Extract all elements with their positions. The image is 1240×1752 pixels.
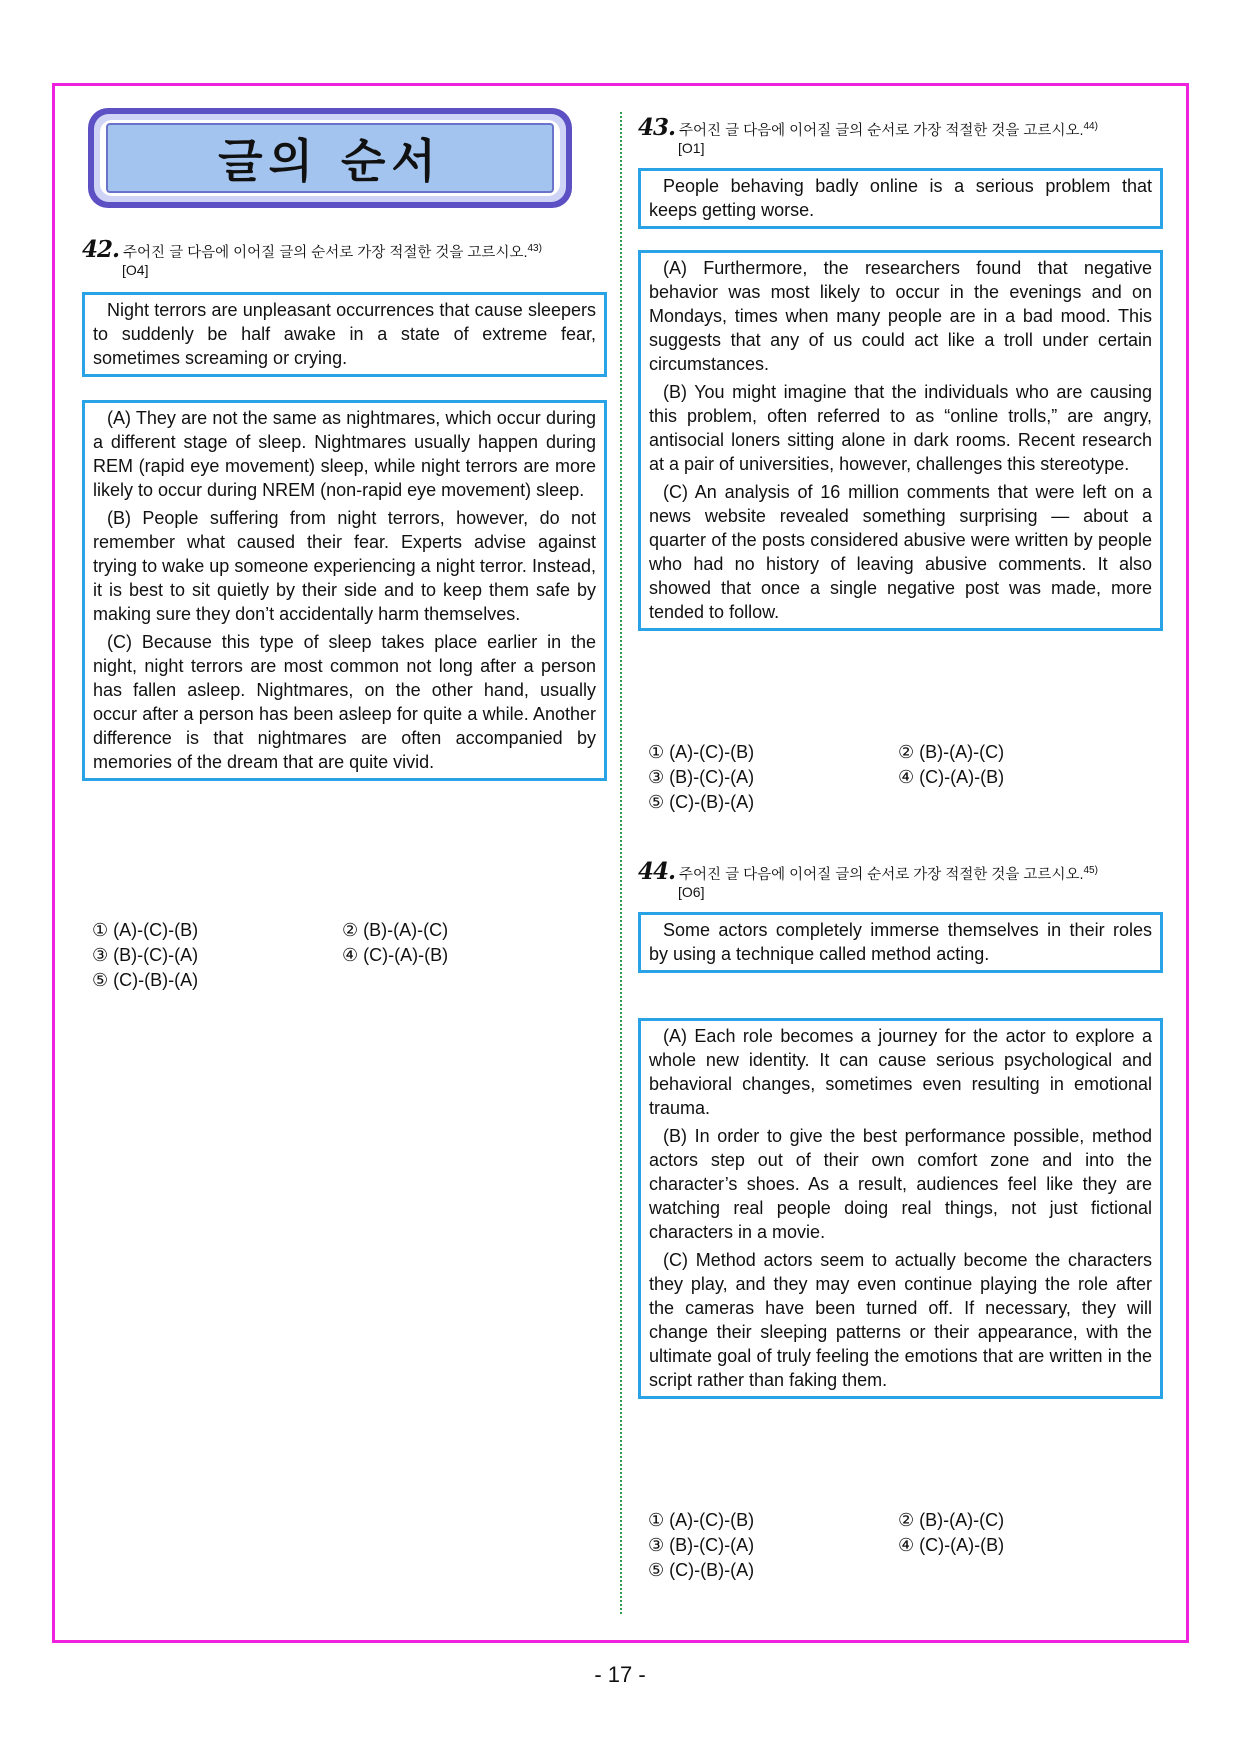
choice-2[interactable]: ② (B)-(A)-(C) [898,1510,1005,1530]
paragraph-b: (B) People suffering from night terrors, however, do not remember what caused their fear. Experts advise against trying to wake up someone experiencing a night terror. Instead, it is best to sit quietly by their side and to keep them safe by making sure they don’t accidentally harm themselves. [93,508,596,624]
question-44-given-box [638,912,1163,973]
choice-1[interactable]: ① (A)-(C)-(B) [648,742,755,762]
paragraph-c: (C) Method actors seem to actually become the characters they play, and they may even continue playing the role after the cameras have been turned off. If necessary, they will change their sleeping patterns or their appearance, with the ultimate goal of truly feeling the emotions that are written in the script rather than faking them. [649,1250,1152,1390]
question-42-paragraphs-box [82,400,607,781]
choice-2[interactable]: ② (B)-(A)-(C) [342,920,449,940]
choice-5[interactable]: ⑤ (C)-(B)-(A) [648,792,755,812]
paragraph-a: (A) Furthermore, the researchers found that negative behavior was most likely to occur in the evenings and on Mondays, times when many people are in a bad mood. This suggests that any of us could act like a troll under certain circumstances. [649,258,1152,374]
question-prompt: 주어진 글 다음에 이어질 글의 순서로 가장 적절한 것을 고르시오. [679,122,1084,139]
paragraph-a: (A) They are not the same as nightmares, which occur during a different stage of sleep. Nightmares usually happen during REM (rapid eye movement) sleep, while night terrors are more likely to occur during NREM (non-rapid eye movement) sleep. [93,408,596,500]
paragraph-c: (C) Because this type of sleep takes place earlier in the night, night terrors are most common not long after a person has fallen asleep. Nightmares, on the other hand, usually occur after a person has been asleep for quite a while. Another difference is that nightmares are often accompanied by memories of the dream that are quite vivid. [93,632,596,772]
question-ref: [O4] [122,261,149,278]
choice-1[interactable]: ① (A)-(C)-(B) [648,1510,755,1530]
question-number: 44. [638,857,676,885]
given-text: People behaving badly online is a serious problem that keeps getting worse. [649,176,1152,220]
given-text: Night terrors are unpleasant occurrences that cause sleepers to suddenly be half awake in a state of extreme fear, sometimes screaming or crying. [93,300,596,368]
question-44-choices [648,1508,1148,1583]
footnote-marker: 44) [1083,121,1098,132]
question-prompt: 주어진 글 다음에 이어질 글의 순서로 가장 적절한 것을 고르시오. [679,866,1084,883]
paragraph-b: (B) In order to give the best performance possible, method actors step out of their own comfort zone and into the character’s shoes. As a result, audiences feel like they are watching real people doing real things, not just fictional characters in a movie. [649,1126,1152,1242]
section-title: 글의 순서 [218,134,442,188]
choice-3[interactable]: ③ (B)-(C)-(A) [92,945,199,965]
paragraph-b: (B) You might imagine that the individuals who are causing this problem, often referred to as “online trolls,” are angry, antisocial loners sitting alone in dark rooms. Recent research at a pair of universities, however, challenges this stereotype. [649,382,1152,474]
question-42-header [82,235,607,279]
question-42-given-box [82,292,607,377]
footnote-marker: 43) [527,243,542,254]
choice-4[interactable]: ④ (C)-(A)-(B) [898,767,1005,787]
question-43-paragraphs-box [638,250,1163,631]
question-43-given-box [638,168,1163,229]
question-ref: [O1] [678,139,705,156]
choice-1[interactable]: ① (A)-(C)-(B) [92,920,199,940]
choice-4[interactable]: ④ (C)-(A)-(B) [342,945,449,965]
choice-2[interactable]: ② (B)-(A)-(C) [898,742,1005,762]
choice-3[interactable]: ③ (B)-(C)-(A) [648,1535,755,1555]
question-number: 42. [82,235,120,263]
column-divider [620,112,622,1614]
question-43-choices [648,740,1148,815]
footnote-marker: 45) [1083,865,1098,876]
question-44-header [638,857,1163,901]
question-43-header [638,113,1163,157]
question-42-choices [92,918,592,993]
choice-3[interactable]: ③ (B)-(C)-(A) [648,767,755,787]
paragraph-a: (A) Each role becomes a journey for the actor to explore a whole new identity. It can cause serious psychological and behavioral changes, sometimes even resulting in emotional trauma. [649,1026,1152,1118]
section-title-banner [88,108,572,208]
page-number: - 17 - [594,1662,646,1687]
question-ref: [O6] [678,883,705,900]
paragraph-c: (C) An analysis of 16 million comments that were left on a news website revealed something surprising ― about a quarter of the posts considered abusive were written by people who had no history of leaving abusive comments. It also showed that once a single negative post was made, more tended to follow. [649,482,1152,622]
question-44-paragraphs-box [638,1018,1163,1399]
choice-5[interactable]: ⑤ (C)-(B)-(A) [92,970,199,990]
choice-5[interactable]: ⑤ (C)-(B)-(A) [648,1560,755,1580]
question-prompt: 주어진 글 다음에 이어질 글의 순서로 가장 적절한 것을 고르시오. [123,244,528,261]
choice-4[interactable]: ④ (C)-(A)-(B) [898,1535,1005,1555]
question-number: 43. [638,113,676,141]
given-text: Some actors completely immerse themselves in their roles by using a technique called method acting. [649,920,1152,964]
